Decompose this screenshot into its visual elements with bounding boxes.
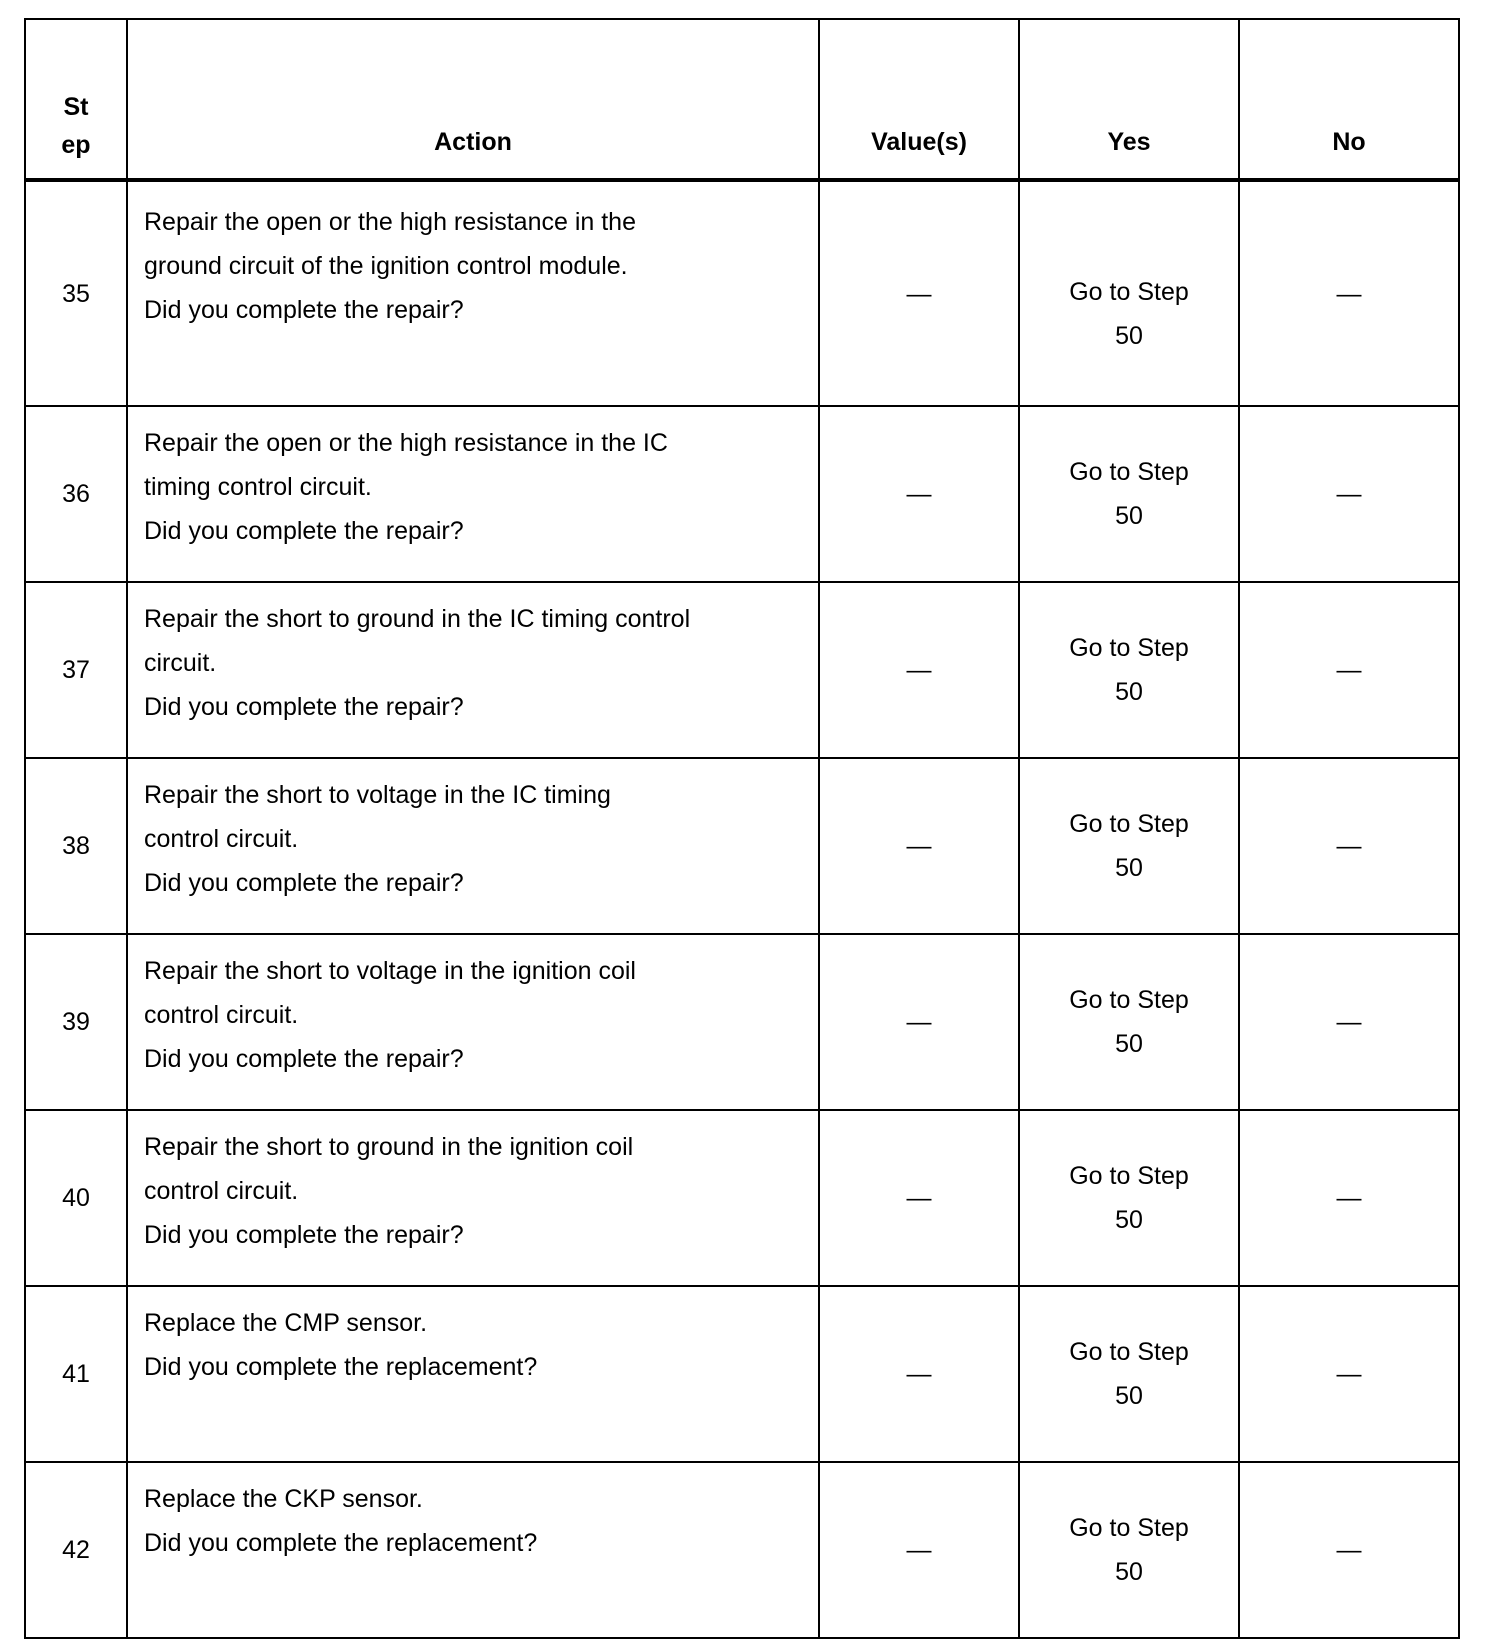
yes-text bbox=[1020, 1330, 1238, 1418]
yes-line: Go to Step bbox=[1069, 277, 1189, 306]
table-row bbox=[25, 180, 1459, 406]
action-text bbox=[128, 773, 818, 905]
yes-cell bbox=[1019, 582, 1239, 758]
action-text bbox=[128, 1301, 818, 1389]
action-line: Did you complete the repair? bbox=[144, 296, 464, 324]
table-row bbox=[25, 1462, 1459, 1638]
yes-cell bbox=[1019, 1286, 1239, 1462]
table-body bbox=[25, 180, 1459, 1638]
yes-line: 50 bbox=[1115, 854, 1143, 882]
action-cell bbox=[127, 934, 819, 1110]
diagnostic-table bbox=[24, 18, 1460, 1639]
action-line: Did you complete the replacement? bbox=[144, 1353, 538, 1381]
value-cell: — bbox=[819, 1286, 1019, 1462]
no-cell: — bbox=[1239, 582, 1459, 758]
yes-line: 50 bbox=[1115, 1206, 1143, 1234]
header-step-line2: ep bbox=[61, 131, 91, 159]
action-line: Did you complete the repair? bbox=[144, 1221, 464, 1249]
value-cell: — bbox=[819, 1462, 1019, 1638]
action-cell bbox=[127, 1462, 819, 1638]
table-row bbox=[25, 406, 1459, 582]
action-cell bbox=[127, 582, 819, 758]
table-row bbox=[25, 1286, 1459, 1462]
yes-line: Go to Step bbox=[1069, 1162, 1189, 1190]
yes-line: 50 bbox=[1115, 502, 1143, 530]
yes-line: Go to Step bbox=[1069, 634, 1189, 662]
action-line: control circuit. bbox=[144, 1001, 299, 1029]
value-cell: — bbox=[819, 406, 1019, 582]
table-row bbox=[25, 934, 1459, 1110]
header-yes: Yes bbox=[1019, 19, 1239, 180]
action-cell bbox=[127, 406, 819, 582]
header-action: Action bbox=[127, 19, 819, 180]
header-row bbox=[25, 19, 1459, 180]
header-step-line1: St bbox=[63, 93, 89, 121]
step-number: 42 bbox=[25, 1462, 127, 1638]
action-cell bbox=[127, 1286, 819, 1462]
action-line: Did you complete the repair? bbox=[144, 693, 464, 721]
step-number: 39 bbox=[25, 934, 127, 1110]
action-text bbox=[128, 1477, 818, 1565]
yes-line: Go to Step bbox=[1069, 1514, 1189, 1542]
action-line: Did you complete the repair? bbox=[144, 1045, 464, 1073]
table-row bbox=[25, 1110, 1459, 1286]
action-line: control circuit. bbox=[144, 1177, 299, 1205]
yes-cell bbox=[1019, 180, 1239, 406]
action-text bbox=[128, 949, 818, 1081]
action-line: Repair the short to ground in the IC timing control bbox=[144, 605, 691, 633]
yes-cell bbox=[1019, 934, 1239, 1110]
yes-line: 50 bbox=[1115, 678, 1143, 706]
action-line: Repair the open or the high resistance in the bbox=[144, 208, 636, 236]
value-cell: — bbox=[819, 180, 1019, 406]
yes-text bbox=[1020, 1154, 1238, 1242]
step-number: 37 bbox=[25, 582, 127, 758]
yes-cell bbox=[1019, 1110, 1239, 1286]
value-cell: — bbox=[819, 758, 1019, 934]
action-text bbox=[128, 421, 818, 553]
action-cell bbox=[127, 1110, 819, 1286]
no-cell: — bbox=[1239, 1462, 1459, 1638]
yes-cell bbox=[1019, 406, 1239, 582]
action-line: Replace the CKP sensor. bbox=[144, 1485, 423, 1513]
step-number: 41 bbox=[25, 1286, 127, 1462]
yes-text bbox=[1020, 1506, 1238, 1594]
yes-line: Go to Step bbox=[1069, 810, 1189, 838]
action-line: circuit. bbox=[144, 649, 217, 677]
action-line: timing control circuit. bbox=[144, 473, 372, 501]
step-number: 40 bbox=[25, 1110, 127, 1286]
header-step bbox=[25, 19, 127, 180]
no-cell: — bbox=[1239, 758, 1459, 934]
no-cell: — bbox=[1239, 180, 1459, 406]
yes-cell bbox=[1019, 758, 1239, 934]
action-cell bbox=[127, 180, 819, 406]
no-cell: — bbox=[1239, 934, 1459, 1110]
action-text bbox=[128, 597, 818, 729]
action-line: Repair the open or the high resistance in the IC bbox=[144, 429, 668, 457]
header-no: No bbox=[1239, 19, 1459, 180]
yes-text bbox=[1020, 450, 1238, 538]
action-line: Did you complete the repair? bbox=[144, 517, 464, 545]
yes-line: 50 bbox=[1115, 1382, 1143, 1410]
yes-line: 50 bbox=[1115, 321, 1143, 350]
action-text bbox=[128, 1125, 818, 1257]
step-number: 38 bbox=[25, 758, 127, 934]
action-text bbox=[128, 200, 818, 332]
yes-text bbox=[1020, 802, 1238, 890]
value-cell: — bbox=[819, 1110, 1019, 1286]
action-line: Repair the short to voltage in the IC timing bbox=[144, 781, 611, 809]
step-number: 36 bbox=[25, 406, 127, 582]
yes-text bbox=[1020, 270, 1238, 358]
yes-line: Go to Step bbox=[1069, 1338, 1189, 1366]
no-cell: — bbox=[1239, 406, 1459, 582]
yes-text bbox=[1020, 978, 1238, 1066]
header-values: Value(s) bbox=[819, 19, 1019, 180]
action-line: Repair the short to voltage in the ignition coil bbox=[144, 957, 636, 985]
no-cell: — bbox=[1239, 1286, 1459, 1462]
value-cell: — bbox=[819, 582, 1019, 758]
action-cell bbox=[127, 758, 819, 934]
action-line: Replace the CMP sensor. bbox=[144, 1309, 428, 1337]
table-row bbox=[25, 758, 1459, 934]
action-line: Did you complete the repair? bbox=[144, 869, 464, 897]
value-cell: — bbox=[819, 934, 1019, 1110]
step-number: 35 bbox=[25, 180, 127, 406]
yes-line: Go to Step bbox=[1069, 986, 1189, 1014]
action-line: ground circuit of the ignition control module. bbox=[144, 252, 628, 280]
no-cell: — bbox=[1239, 1110, 1459, 1286]
action-line: Repair the short to ground in the ignition coil bbox=[144, 1133, 634, 1161]
yes-line: 50 bbox=[1115, 1030, 1143, 1058]
yes-line: 50 bbox=[1115, 1558, 1143, 1586]
yes-line: Go to Step bbox=[1069, 458, 1189, 486]
yes-text bbox=[1020, 626, 1238, 714]
yes-cell bbox=[1019, 1462, 1239, 1638]
action-line: Did you complete the replacement? bbox=[144, 1529, 538, 1557]
table-row bbox=[25, 582, 1459, 758]
action-line: control circuit. bbox=[144, 825, 299, 853]
